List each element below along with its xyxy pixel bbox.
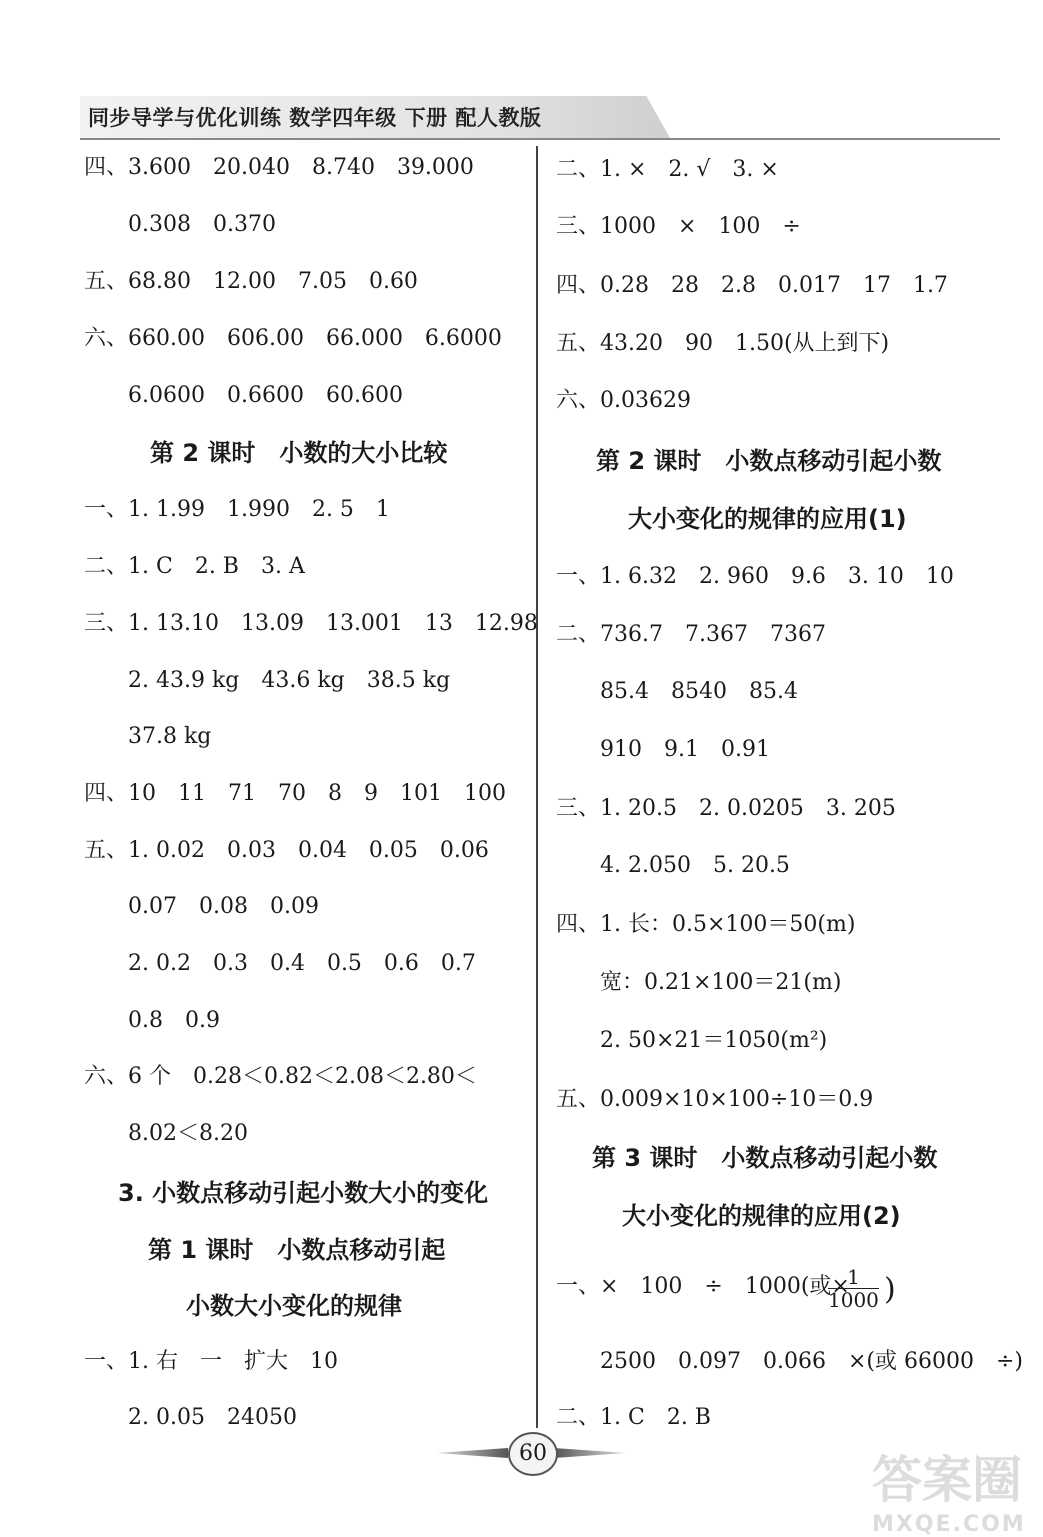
answer-line: 37.8 kg <box>84 724 212 749</box>
answer-line: 三、1. 13.10 13.09 13.001 13 12.98 <box>84 611 538 636</box>
answer-line: 2. 0.05 24050 <box>84 1405 297 1430</box>
answer-line: 910 9.1 0.91 <box>556 737 770 762</box>
answer-line: 6.0600 0.6600 60.600 <box>84 383 403 408</box>
fraction-denominator: 1000 <box>828 1288 879 1312</box>
answer-line: 四、10 11 71 70 8 9 101 100 <box>84 781 506 806</box>
watermark-logo: 答案圈 <box>872 1451 1022 1509</box>
answer-line: 0.8 0.9 <box>84 1008 220 1033</box>
page-footer <box>436 1428 626 1476</box>
answer-line: 四、1. 长：0.5×100＝50(m) <box>556 912 856 937</box>
lesson-heading: 第 2 课时 小数的大小比较 <box>150 439 448 467</box>
book-title: 同步导学与优化训练 数学四年级 下册 配人教版 <box>88 106 542 130</box>
lesson-heading: 大小变化的规律的应用(2) <box>622 1202 901 1230</box>
answer-line: 一、1. 6.32 2. 960 9.6 3. 10 10 <box>556 564 954 589</box>
answer-line: 2500 0.097 0.066 ×(或 66000 ÷) <box>556 1349 1023 1374</box>
answer-line: 8.02＜8.20 <box>84 1121 248 1146</box>
lesson-heading: 大小变化的规律的应用(1) <box>628 505 907 533</box>
answer-line: 二、1. C 2. B 3. A <box>84 554 305 579</box>
header-rule <box>80 138 1000 140</box>
lesson-heading: 第 3 课时 小数点移动引起小数 <box>592 1144 938 1172</box>
lesson-heading: 小数大小变化的规律 <box>186 1292 402 1320</box>
answer-line: 二、1. C 2. B <box>556 1405 711 1430</box>
answer-line: 0.308 0.370 <box>84 212 276 237</box>
answer-line: 六、660.00 606.00 66.000 6.6000 <box>84 326 502 351</box>
lesson-heading: 第 2 课时 小数点移动引起小数 <box>596 447 942 475</box>
watermark <box>872 1440 1032 1537</box>
answer-line: 0.07 0.08 0.09 <box>84 894 319 919</box>
page-number: 60 <box>508 1432 558 1476</box>
answer-line: 85.4 8540 85.4 <box>556 679 798 704</box>
answer-line: 二、736.7 7.367 7367 <box>556 622 826 647</box>
answer-line: 五、43.20 90 1.50(从上到下) <box>556 331 890 356</box>
answer-line: 4. 2.050 5. 20.5 <box>556 853 790 878</box>
fraction <box>828 1266 879 1311</box>
page-header <box>80 96 1000 142</box>
footer-ornament-right <box>554 1448 626 1458</box>
answer-line: 2. 50×21＝1050(m²) <box>556 1028 828 1053</box>
answer-line: 六、0.03629 <box>556 388 691 413</box>
lesson-heading: 第 1 课时 小数点移动引起 <box>148 1236 446 1264</box>
answer-line: 六、6 个 0.28＜0.82＜2.08＜2.80＜ <box>84 1064 477 1089</box>
answer-line: 一、× 100 ÷ 1000(或× <box>556 1274 850 1299</box>
watermark-url: MXQE.COM <box>872 1512 1026 1537</box>
answer-line: 五、68.80 12.00 7.05 0.60 <box>84 269 418 294</box>
answer-line: 二、1. × 2. √ 3. × <box>556 157 779 182</box>
answer-line: 2. 0.2 0.3 0.4 0.5 0.6 0.7 <box>84 951 476 976</box>
answer-line: 五、1. 0.02 0.03 0.04 0.05 0.06 <box>84 838 489 863</box>
answer-line: 四、0.28 28 2.8 0.017 17 1.7 <box>556 273 948 298</box>
column-divider <box>536 146 538 1428</box>
answer-line: 一、1. 1.99 1.990 2. 5 1 <box>84 497 390 522</box>
fraction-numerator: 1 <box>828 1266 879 1289</box>
answer-line: 三、1000 × 100 ÷ <box>556 214 801 239</box>
answer-line: 五、0.009×10×100÷10＝0.9 <box>556 1087 874 1112</box>
footer-ornament-left <box>436 1448 508 1458</box>
closing-paren: ) <box>884 1272 896 1307</box>
answer-line: 三、1. 20.5 2. 0.0205 3. 205 <box>556 796 896 821</box>
answer-line: 宽：0.21×100＝21(m) <box>556 970 842 995</box>
section-heading: 3. 小数点移动引起小数大小的变化 <box>118 1179 489 1207</box>
answer-line: 一、1. 右 一 扩大 10 <box>84 1349 338 1374</box>
answer-line: 2. 43.9 kg 43.6 kg 38.5 kg <box>84 668 451 693</box>
answer-line: 四、3.600 20.040 8.740 39.000 <box>84 155 474 180</box>
